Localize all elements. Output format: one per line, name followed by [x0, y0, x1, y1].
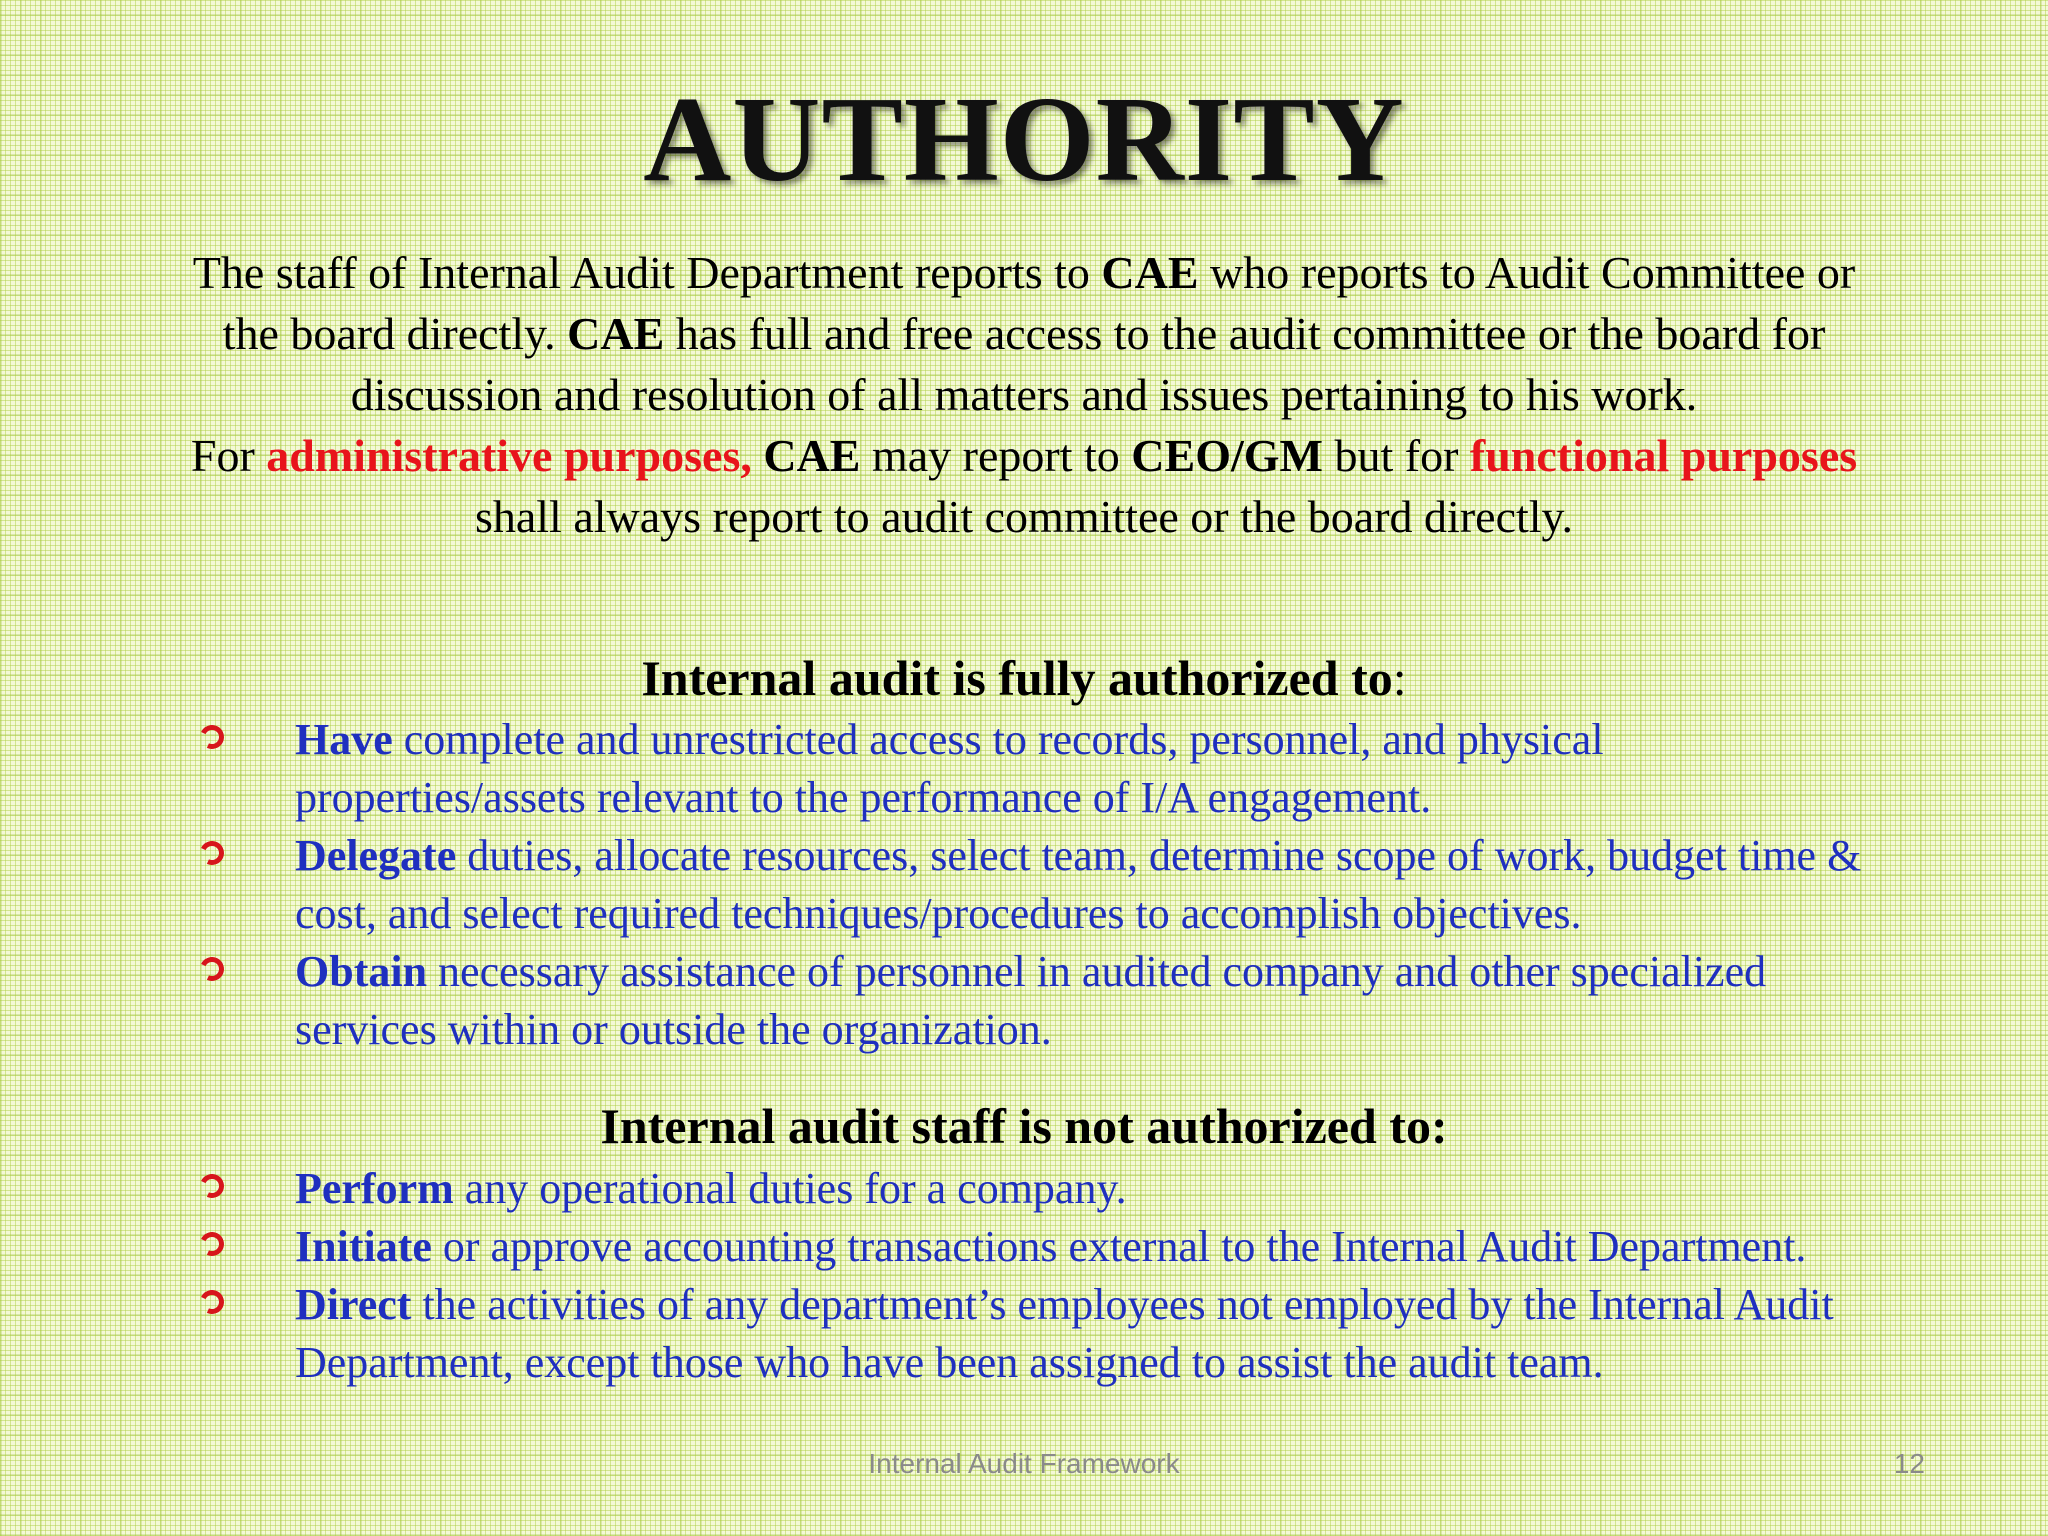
item-lead: Obtain: [295, 947, 428, 996]
intro-bold-ceo: CEO/GM: [1131, 430, 1323, 481]
intro-text: For: [190, 430, 267, 481]
authorized-list: [0, 711, 2048, 1059]
highlight-administrative: administrative purposes,: [266, 430, 764, 481]
intro-text: has full and free access to the audit committee or the board for discussion and resolution of all matters and issues pertaining to his work.: [350, 308, 1826, 420]
item-text: duties, allocate resources, select team, determine scope of work, budget time & cost, and select required techniques/procedures to accomplish objectives.: [295, 831, 1862, 938]
authorized-heading-colon: :: [1392, 650, 1407, 706]
item-text: the activities of any department’s employees not employed by the Internal Audit Department, except those who have been assigned to assist the audit team.: [295, 1280, 1834, 1387]
page-number: 12: [1893, 1448, 1925, 1479]
item-lead: Have: [295, 715, 393, 764]
intro-paragraph: [180, 242, 1868, 547]
list-item: [0, 943, 1870, 1059]
intro-text: may report to: [860, 430, 1132, 481]
footer-text: Internal Audit Framework: [868, 1448, 1180, 1479]
item-text: any operational duties for a company.: [453, 1164, 1127, 1213]
list-item: [0, 1218, 1870, 1276]
authorized-heading-text: Internal audit is fully authorized to: [641, 650, 1393, 706]
intro-bold-cae: CAE: [1101, 247, 1199, 298]
list-item: [0, 711, 1870, 827]
intro-text: shall always report to audit committee or the board directly.: [474, 491, 1574, 542]
authorized-heading: [0, 648, 2048, 708]
intro-text: but for: [1322, 430, 1470, 481]
highlight-functional: functional purposes: [1469, 430, 1858, 481]
slide-title: AUTHORITY: [643, 72, 1405, 207]
intro-bold-cae: CAE: [567, 308, 665, 359]
not-authorized-list: [0, 1160, 2048, 1392]
list-item: [0, 827, 1870, 943]
item-lead: Direct: [295, 1280, 412, 1329]
bullet-ring-icon: [197, 722, 228, 753]
bullet-ring-icon: [197, 1287, 228, 1318]
bullet-ring-icon: [197, 954, 228, 985]
item-lead: Initiate: [295, 1222, 432, 1271]
intro-bold-cae: CAE: [763, 430, 861, 481]
list-item: [0, 1160, 1870, 1218]
not-authorized-heading: Internal audit staff is not authorized to:: [600, 1098, 1448, 1154]
list-item: [0, 1276, 1870, 1392]
item-text: complete and unrestricted access to records, personnel, and physical properties/assets relevant to the performance of I/A engagement.: [295, 715, 1604, 822]
bullet-ring-icon: [197, 1229, 228, 1260]
item-text: or approve accounting transactions external to the Internal Audit Department.: [431, 1222, 1807, 1271]
intro-text: who reports to Audit Committee or the board directly.: [222, 247, 1856, 359]
bullet-ring-icon: [197, 838, 228, 869]
item-lead: Delegate: [295, 831, 457, 880]
item-lead: Perform: [295, 1164, 454, 1213]
bullet-ring-icon: [197, 1171, 228, 1202]
intro-text: The staff of Internal Audit Department reports to: [192, 247, 1102, 298]
item-text: necessary assistance of personnel in audited company and other specialized services within or outside the organization.: [295, 947, 1767, 1054]
